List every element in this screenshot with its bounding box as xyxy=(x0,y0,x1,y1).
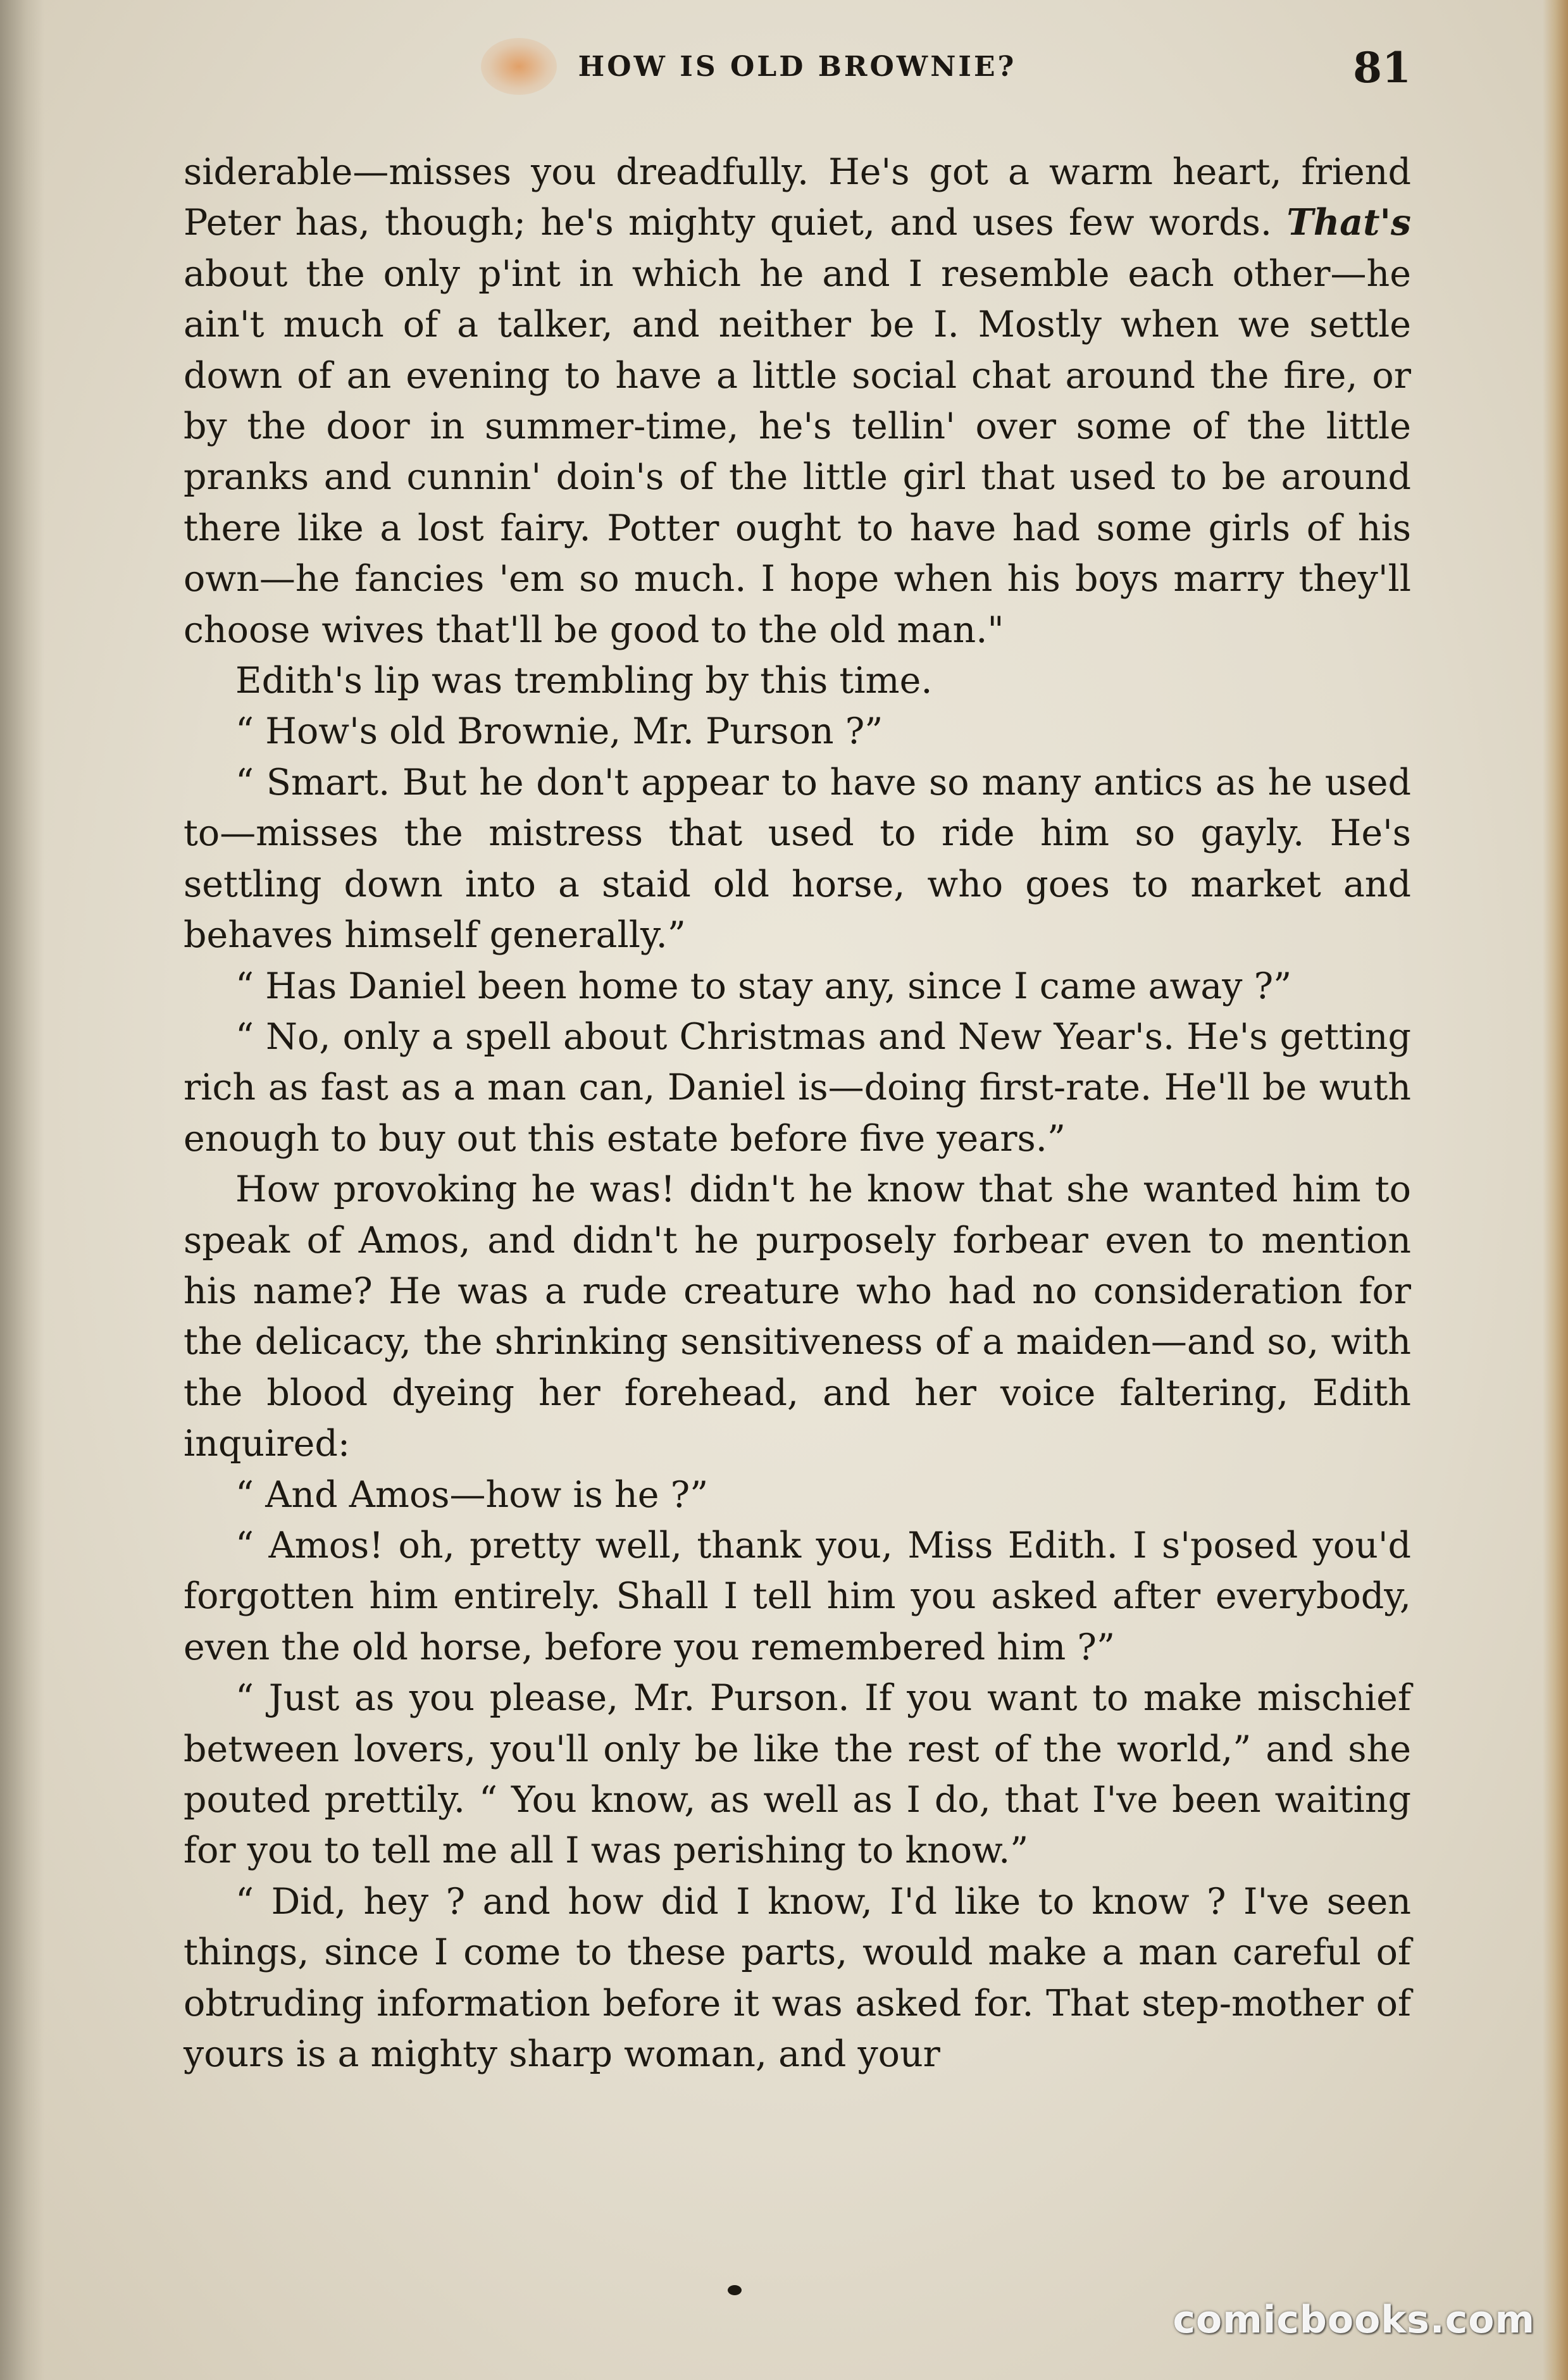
paragraph: siderable—misses you dreadfully. He's got a warm heart, friend Peter has, though; he's mighty quiet, and uses few words. That's about the only p'int in which he and I resemble each other—he ain't much of a talker, and neither be I. Mostly when we settle down of an evening to have a little social chat around the fire, or by the door in summer-time, he's tellin' over some of the little pranks and cunnin' doin's of the little girl that used to be around there like a lost fairy. Potter ought to have had some girls of his own—he fancies 'em so much. I hope when his boys marry they'll choose wives that'll be good to the old man." xyxy=(184,151,1411,651)
page-header xyxy=(184,43,1411,100)
paragraph: “ Has Daniel been home to stay any, since I came away ?” xyxy=(235,965,1292,1007)
paragraph: “ Did, hey ? and how did I know, I'd like to know ? I've seen things, since I come to these parts, would make a man careful of obtruding information before it was asked for. That step-mother of yours is a mighty sharp woman, and your xyxy=(184,1880,1411,2076)
page-edge-discoloration xyxy=(1543,0,1568,2380)
paragraph: “ Just as you please, Mr. Purson. If you want to make mischief between lovers, you'll only be like the rest of the world,” and she pouted prettily. “ You know, as well as I do, that I've been waiting for you to tell me all I was perishing to know.” xyxy=(184,1677,1411,1872)
running-head: HOW IS OLD BROWNIE? xyxy=(578,51,1017,83)
page-number: 81 xyxy=(1353,43,1411,92)
paragraph: “ How's old Brownie, Mr. Purson ?” xyxy=(235,710,883,753)
paragraph: Edith's lip was trembling by this time. xyxy=(235,660,933,702)
paragraph: How provoking he was! didn't he know that she wanted him to speak of Amos, and didn't he purposely forbear even to mention his name? He was a rude creature who had no consideration for the delicacy, the shrinking sensitiveness of a maiden—and so, with the blood dyeing her forehead, and her voice faltering, Edith inquired: xyxy=(184,1168,1411,1465)
paragraph: “ No, only a spell about Christmas and New Year's. He's getting rich as fast as a man can, Daniel is—doing first-rate. He'll be wuth enough to buy out this estate before five years.” xyxy=(184,1015,1411,1160)
gutter-shadow xyxy=(0,0,44,2380)
paragraph: “ Amos! oh, pretty well, thank you, Miss Edith. I s'posed you'd forgotten him entirely. Shall I tell him you asked after everybody, even the old horse, before you remembered him ?” xyxy=(184,1524,1411,1668)
watermark: comicbooks.com xyxy=(1173,2298,1535,2342)
emphasized-word: That's xyxy=(1286,201,1411,244)
paragraph: “ And Amos—how is he ?” xyxy=(235,1473,709,1516)
paragraph: “ Smart. But he don't appear to have so many antics as he used to—misses the mistress that used to ride him so gayly. He's settling down into a staid old horse, who goes to market and behaves himself generally.” xyxy=(184,761,1411,957)
ink-speck xyxy=(728,2285,742,2295)
body-text xyxy=(184,147,1411,2079)
